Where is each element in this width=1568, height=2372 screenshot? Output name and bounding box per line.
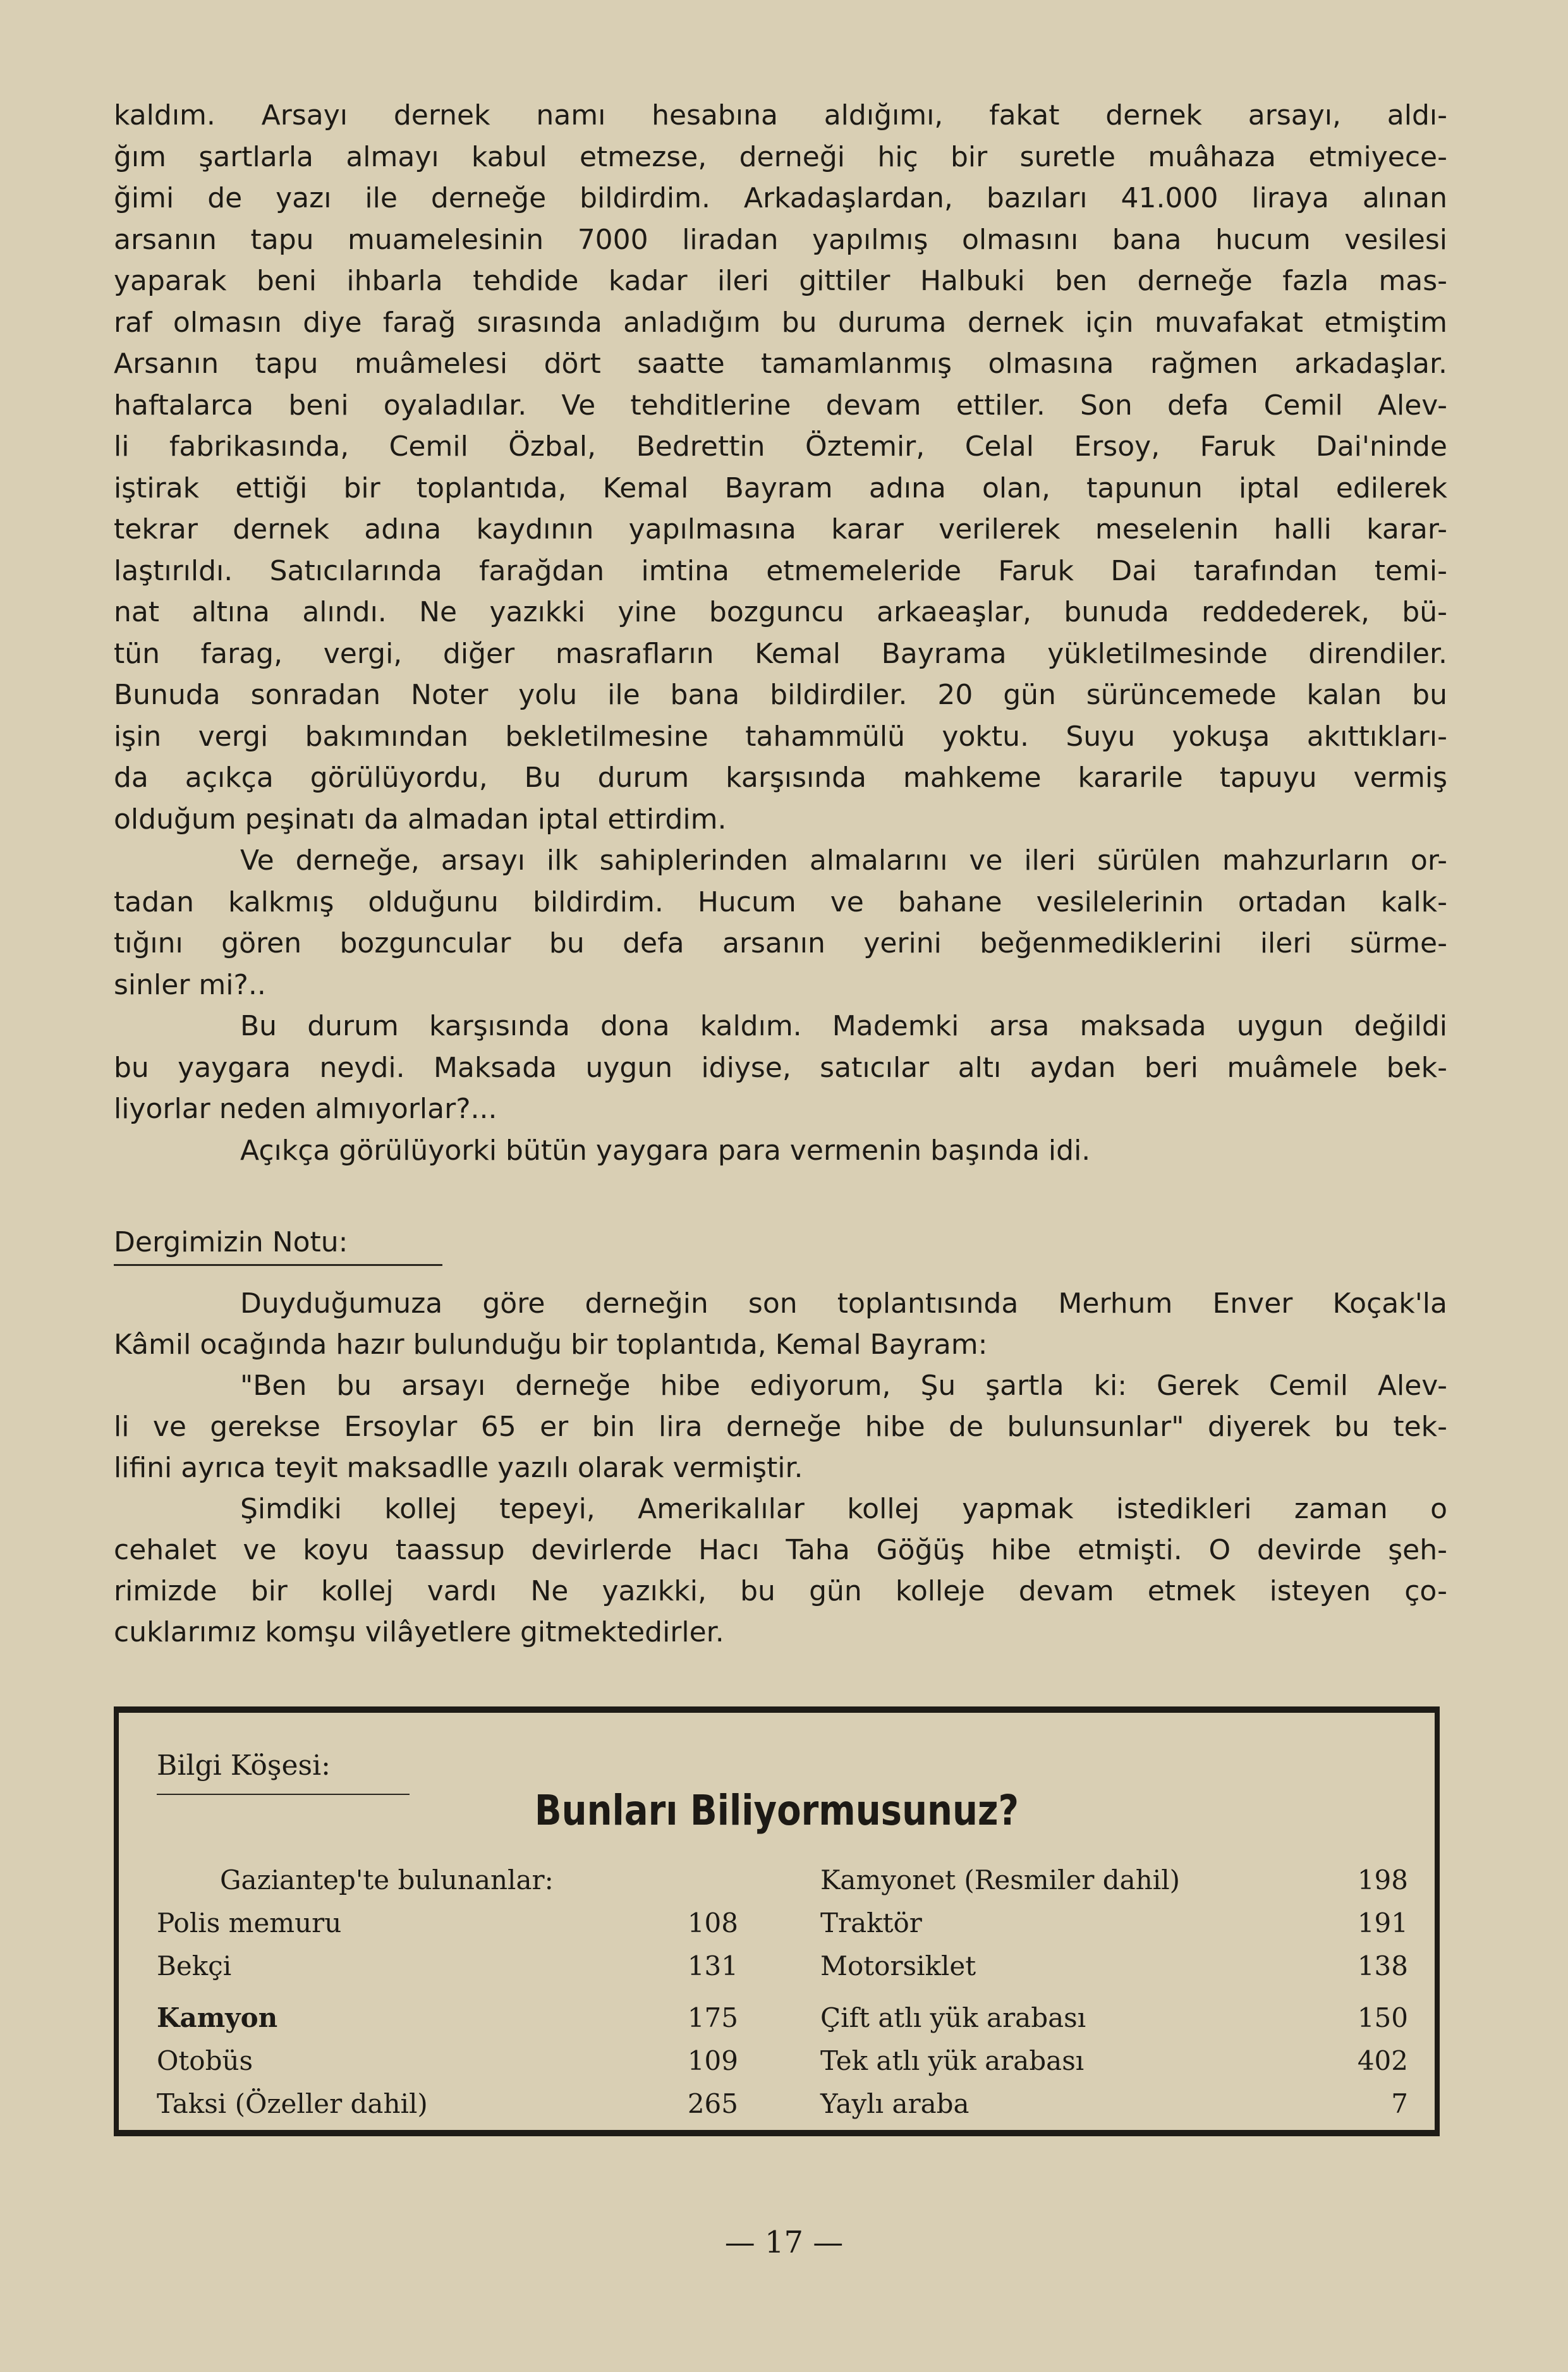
text-line: haftalarca beni oyaladılar. Ve tehditlerine devam ettiler. Son defa Cemil Alev- (114, 389, 1447, 422)
text-line: iştirak ettiği bir toplantıda, Kemal Bayram adına olan, tapunun iptal edilerek (114, 471, 1447, 504)
info-box-right-column (820, 1864, 1408, 2131)
list-item (157, 2088, 744, 2131)
article-paragraph-2 (114, 840, 1447, 1006)
list-item (820, 1950, 1408, 1993)
info-box (114, 1706, 1440, 2136)
text-line: Şimdiki kollej tepeyi, Amerikalılar kollej yapmak istedikleri zaman o (240, 1493, 1447, 1525)
note-paragraph-1 (114, 1283, 1447, 1365)
text-line: Bunuda sonradan Noter yolu ile bana bildirdiler. 20 gün sürüncemede kalan bu (114, 679, 1447, 711)
item-label: Polis memuru (157, 1907, 342, 1938)
item-value: 191 (1357, 1907, 1408, 1938)
text-line: cehalet ve koyu taassup devirlerde Hacı Taha Göğüş hibe etmişti. O devirde şeh- (114, 1534, 1447, 1566)
article-paragraph-3 (114, 1006, 1447, 1130)
list-item (157, 2045, 744, 2088)
text-line: Kâmil ocağında hazır bulunduğu bir toplantıda, Kemal Bayram: (114, 1329, 988, 1361)
article-body (114, 95, 1447, 1171)
item-label: Motorsiklet (820, 1950, 976, 1981)
list-item (820, 1907, 1408, 1950)
text-line: sinler mi?.. (114, 968, 266, 1001)
item-label: Çift atlı yük arabası (820, 2002, 1086, 2033)
text-line: işin vergi bakımından bekletilmesine tahammülü yoktu. Suyu yokuşa akıttıkları- (114, 720, 1447, 753)
item-label: Kamyon (157, 2002, 278, 2033)
text-line: bu yaygara neydi. Maksada uygun idiyse, satıcılar altı aydan beri muâmele bek- (114, 1051, 1447, 1084)
info-box-left-column (157, 1864, 744, 2131)
text-line: ğimi de yazı ile derneğe bildirdim. Arkadaşlardan, bazıları 41.000 liraya alınan (114, 182, 1447, 214)
item-value: 150 (1357, 2002, 1408, 2033)
editor-note (114, 1283, 1447, 1653)
text-line: da açıkça görülüyordu, Bu durum karşısında mahkeme kararile tapuyu vermiş (114, 762, 1447, 794)
text-line: cuklarımız komşu vilâyetlere gitmektedirler. (114, 1616, 724, 1648)
list-item (820, 1864, 1408, 1907)
article-paragraph-4 (114, 1130, 1447, 1172)
item-value: 109 (687, 2045, 738, 2076)
item-value: 402 (1357, 2045, 1408, 2076)
item-label: Kamyonet (Resmiler dahil) (820, 1864, 1181, 1895)
item-label: Taksi (Özeller dahil) (157, 2088, 428, 2119)
text-line: yaparak beni ihbarla tehdide kadar ileri gittiler Halbuki ben derneğe fazla mas- (114, 265, 1447, 297)
info-box-heading: Bilgi Köşesi: (157, 1749, 331, 1782)
article-paragraph-1 (114, 95, 1447, 840)
text-line: laştırıldı. Satıcılarında farağdan imtina etmemeleride Faruk Dai tarafından temi- (114, 554, 1447, 587)
text-line: Açıkça görülüyorki bütün yaygara para vermenin başında idi. (240, 1134, 1091, 1167)
note-heading-underline (114, 1264, 442, 1266)
list-item (157, 1950, 744, 1993)
item-label: Tek atlı yük arabası (820, 2045, 1085, 2076)
text-line: li fabrikasında, Cemil Özbal, Bedrettin Öztemir, Celal Ersoy, Faruk Dai'ninde (114, 430, 1447, 463)
list-item (157, 1907, 744, 1950)
text-line: Arsanın tapu muâmelesi dört saatte tamamlanmış olmasına rağmen arkadaşlar. (114, 348, 1447, 380)
text-line: arsanın tapu muamelesinin 7000 liradan yapılmış olmasını bana hucum vesilesi (114, 223, 1447, 256)
text-line: kaldım. Arsayı dernek namı hesabına aldığımı, fakat dernek arsayı, aldı- (114, 99, 1447, 131)
list-item (820, 2045, 1408, 2088)
text-line: tığını gören bozguncular bu defa arsanın yerini beğenmediklerini ileri sürme- (114, 927, 1447, 959)
list-item (820, 2088, 1408, 2131)
item-value: 265 (687, 2088, 738, 2119)
note-paragraph-2 (114, 1365, 1447, 1488)
text-line: lifini ayrıca teyit maksadlle yazılı olarak vermiştir. (114, 1452, 803, 1484)
text-line: "Ben bu arsayı derneğe hibe ediyorum, Şu şartla ki: Gerek Cemil Alev- (240, 1370, 1447, 1402)
list-header-row (157, 1864, 744, 1907)
item-value: 108 (687, 1907, 738, 1938)
text-line: nat altına alındı. Ne yazıkki yine bozguncu arkaeaşlar, bunuda reddederek, bü- (114, 596, 1447, 628)
text-line: tün farag, vergi, diğer masrafların Kemal Bayrama yükletilmesinde direndiler. (114, 637, 1447, 670)
list-header: Gaziantep'te bulunanlar: (220, 1864, 554, 1895)
text-line: olduğum peşinatı da almadan iptal ettirdim. (114, 803, 727, 836)
text-line: rimizde bir kollej vardı Ne yazıkki, bu gün kolleje devam etmek isteyen ço- (114, 1575, 1447, 1607)
item-label: Bekçi (157, 1950, 232, 1981)
note-heading: Dergimizin Notu: (114, 1226, 348, 1258)
item-value: 198 (1357, 1864, 1408, 1895)
item-label: Yaylı araba (820, 2088, 969, 2119)
page-number: — 17 — (724, 2225, 844, 2260)
text-line: tadan kalkmış olduğunu bildirdim. Hucum ve bahane vesilelerinin ortadan kalk- (114, 885, 1447, 918)
text-line: tekrar dernek adına kaydının yapılmasına karar verilerek meselenin halli karar- (114, 513, 1447, 545)
list-item (157, 2002, 744, 2045)
text-line: liyorlar neden almıyorlar?... (114, 1093, 497, 1125)
item-value: 138 (1357, 1950, 1408, 1981)
text-line: raf olmasın diye farağ sırasında anladığım bu duruma dernek için muvafakat etmiştim (114, 306, 1447, 339)
text-line: ğım şartlarla almayı kabul etmezse, derneği hiç bir suretle muâhaza etmiyece- (114, 140, 1447, 173)
info-box-title: Bunları Biliyormusunuz? (534, 1786, 1019, 1835)
item-value: 131 (687, 1950, 738, 1981)
text-line: Bu durum karşısında dona kaldım. Mademki arsa maksada uygun değildi (240, 1010, 1447, 1042)
note-paragraph-3 (114, 1488, 1447, 1653)
text-line: Ve derneğe, arsayı ilk sahiplerinden almalarını ve ileri sürülen mahzurların or- (240, 844, 1447, 877)
item-value: 7 (1391, 2088, 1408, 2119)
item-label: Traktör (820, 1907, 922, 1938)
text-line: li ve gerekse Ersoylar 65 er bin lira derneğe hibe de bulunsunlar" diyerek bu tek- (114, 1411, 1447, 1443)
list-item (820, 2002, 1408, 2045)
text-line: Duyduğumuza göre derneğin son toplantısında Merhum Enver Koçak'la (240, 1287, 1447, 1320)
item-value: 175 (687, 2002, 738, 2033)
item-label: Otobüs (157, 2045, 253, 2076)
